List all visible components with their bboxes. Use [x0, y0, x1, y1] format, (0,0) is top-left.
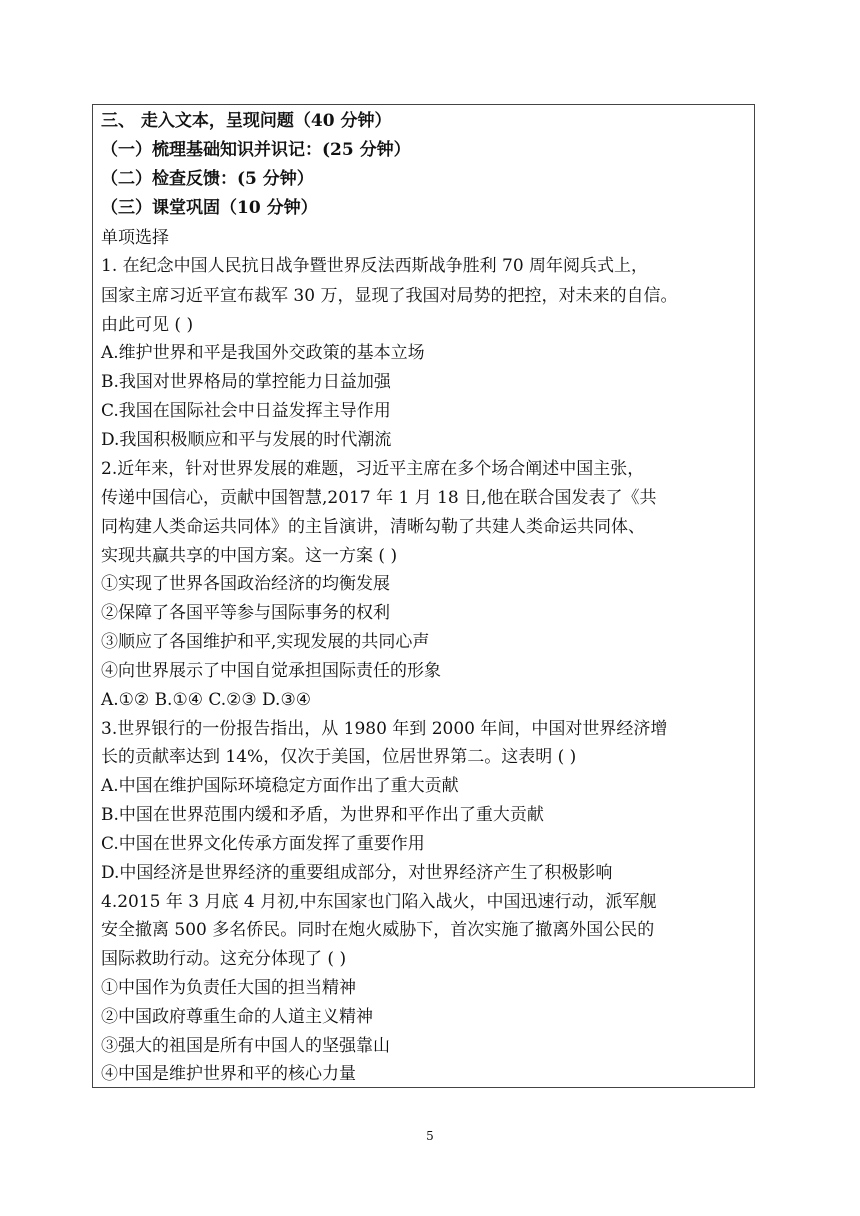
q3-option: C.中国在世界文化传承方面发挥了重要作用	[101, 834, 425, 854]
page-number: 5	[426, 1129, 434, 1143]
q1-stem-line: 1. 在纪念中国人民抗日战争暨世界反法西斯战争胜利 70 周年阅兵式上，	[101, 256, 649, 276]
q4-stem-line: 国际救助行动。这充分体现了 ( )	[101, 949, 347, 969]
subheading-3: （三）课堂巩固（10 分钟）	[101, 198, 318, 218]
subheading-1: （一）梳理基础知识并识记：(25 分钟）	[101, 140, 411, 160]
q4-item: ③强大的祖国是所有中国人的坚强靠山	[101, 1036, 390, 1056]
q1-option: C.我国在国际社会中日益发挥主导作用	[101, 401, 391, 421]
q2-stem-line: 传递中国信心，贡献中国智慧,2017 年 1 月 18 日,他在联合国发表了《共	[101, 488, 657, 508]
q4-item: ②中国政府尊重生命的人道主义精神	[101, 1007, 373, 1027]
q3-stem-line: 3.世界银行的一份报告指出，从 1980 年到 2000 年间，中国对世界经济增	[101, 719, 668, 739]
q2-item: ①实现了世界各国政治经济的均衡发展	[101, 574, 390, 594]
q3-option: D.中国经济是世界经济的重要组成部分，对世界经济产生了积极影响	[101, 863, 613, 883]
q1-option: B.我国对世界格局的掌控能力日益加强	[101, 372, 391, 392]
subheading-2: （二）检查反馈：(5 分钟）	[101, 169, 314, 189]
section-label: 单项选择	[101, 228, 169, 248]
q3-option: A.中国在维护国际环境稳定方面作出了重大贡献	[101, 776, 459, 796]
q4-item: ①中国作为负责任大国的担当精神	[101, 978, 356, 998]
q2-item: ②保障了各国平等参与国际事务的权利	[101, 603, 390, 623]
section-heading: 三、 走入文本，呈现问题（40 分钟）	[101, 111, 392, 131]
q1-option: A.维护世界和平是我国外交政策的基本立场	[101, 343, 425, 363]
q1-stem-line: 国家主席习近平宣布裁军 30 万，显现了我国对局势的把控，对未来的自信。	[101, 286, 678, 306]
q4-item: ④中国是维护世界和平的核心力量	[101, 1064, 356, 1084]
q2-stem-line: 同构建人类命运共同体》的主旨演讲，清晰勾勒了共建人类命运共同体、	[101, 517, 645, 537]
q3-option: B.中国在世界范围内缓和矛盾，为世界和平作出了重大贡献	[101, 805, 544, 825]
q2-stem-line: 2.近年来，针对世界发展的难题，习近平主席在多个场合阐述中国主张，	[101, 459, 645, 479]
q4-stem-line: 安全撤离 500 多名侨民。同时在炮火威胁下，首次实施了撤离外国公民的	[101, 920, 655, 940]
q2-options: A.①② B.①④ C.②③ D.③④	[101, 690, 311, 710]
q2-item: ③顺应了各国维护和平,实现发展的共同心声	[101, 632, 430, 652]
q2-stem-line: 实现共赢共享的中国方案。这一方案 ( )	[101, 546, 398, 566]
q1-option: D.我国积极顺应和平与发展的时代潮流	[101, 430, 392, 450]
q1-stem-line: 由此可见 ( )	[101, 315, 194, 335]
q4-stem-line: 4.2015 年 3 月底 4 月初,中东国家也门陷入战火，中国迅速行动，派军舰	[101, 892, 657, 912]
q2-item: ④向世界展示了中国自觉承担国际责任的形象	[101, 661, 441, 681]
q3-stem-line: 长的贡献率达到 14%，仅次于美国，位居世界第二。这表明 ( )	[101, 747, 577, 767]
